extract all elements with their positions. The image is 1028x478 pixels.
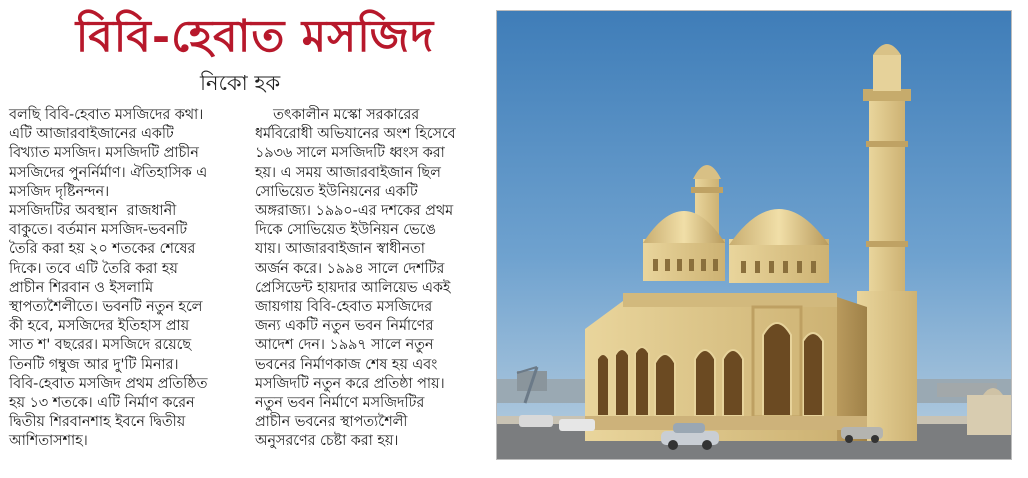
article-text-line: হয় ১৩ শতকে। এটি নির্মাণ করেন	[9, 395, 195, 412]
article-text-line: নতুন ভবন নির্মাণে মসজিদটির	[255, 395, 425, 412]
article-text-line: কী হবে, মসজিদের ইতিহাস প্রায়	[9, 318, 190, 335]
article-text-line: প্রাচীন শিরবান ও ইসলামি	[9, 279, 154, 296]
article-title: বিবি-হেবাত মসজিদ	[75, 11, 435, 62]
article-text-line: মসজিদটি নতুন করে প্রতিষ্ঠা পায়।	[255, 375, 445, 392]
article-column-2	[255, 106, 491, 452]
article-text-line: সাত শ' বছরের। মসজিদে রয়েছে	[9, 337, 192, 354]
article-text-line: সোভিয়েত ইউনিয়নের একটি	[255, 183, 418, 200]
article-text-line: তৈরি করা হয় ২০ শতকের শেষের	[9, 241, 196, 258]
article-text-line: দিকে সোভিয়েত ইউনিয়ন ভেঙে	[255, 222, 436, 239]
article-text-line: প্রেসিডেন্ট হায়দার আলিয়েভ একই	[255, 279, 451, 296]
article-text-line: প্রাচীন ভবনের স্থাপত্যশৈলী	[255, 414, 408, 431]
article-byline: নিকো হক	[200, 71, 281, 95]
article-text-line: জন্য একটি নতুন ভবন নির্মাণের	[255, 318, 434, 335]
article-text-line: অনুসরণের চেষ্টা করা হয়।	[255, 433, 399, 450]
article-text-line: বলছি বিবি-হেবাত মসজিদের কথা।	[9, 107, 204, 123]
article-text-line: তিনটি গম্বুজ আর দু'টি মিনার।	[9, 356, 179, 373]
article-text-line: হয়। এ সময় আজারবাইজান ছিল	[255, 164, 441, 181]
article-text-line: দিকে। তবে এটি তৈরি করা হয়	[9, 260, 178, 277]
article-text-line: জায়গায় বিবি-হেবাত মসজিদের	[255, 299, 433, 316]
article-text-line: মসজিদের পুনর্নির্মাণ। ঐতিহাসিক এ	[9, 164, 208, 181]
article-text-line: দ্বিতীয় শিরবানশাহ ইবনে দ্বিতীয়	[9, 414, 186, 431]
article-text-line: আদেশ দেন। ১৯৯৭ সালে নতুন	[255, 337, 434, 354]
article-text-line: স্থাপত্যশৈলীতে। ভবনটি নতুন হলে	[9, 299, 203, 316]
article-text-line: বাকুতে। বর্তমান মসজিদ-ভবনটি	[9, 222, 188, 239]
article-text-line: অর্জন করে। ১৯৯৪ সালে দেশটির	[255, 260, 445, 277]
article-text-line: যায়। আজারবাইজান স্বাধীনতা	[255, 241, 425, 258]
article-text-line: ধর্মবিরোধী অভিযানের অংশ হিসেবে	[255, 126, 456, 143]
article-column-1	[9, 106, 245, 452]
article-text-line: আশিতাসশাহ।	[9, 433, 88, 450]
article-text-line: মসজিদ দৃষ্টিনন্দন।	[9, 183, 110, 200]
article-text-line: ১৯৩৬ সালে মসজিদটি ধ্বংস করা	[255, 145, 445, 162]
article-text-line: বিখ্যাত মসজিদ। মসজিদটি প্রাচীন	[9, 145, 199, 162]
mosque-photo	[496, 10, 1012, 460]
article-text-line: তৎকালীন মস্কো সরকারের	[255, 107, 420, 123]
article-text-line: অঙ্গরাজ্য। ১৯৯০-এর দশকের প্রথম	[255, 203, 454, 220]
article-text-line: ভবনের নির্মাণকাজ শেষ হয় এবং	[255, 356, 438, 373]
article-text-line: এটি আজারবাইজানের একটি	[9, 126, 174, 143]
article-text-line: বিবি-হেবাত মসজিদ প্রথম প্রতিষ্ঠিত	[9, 375, 208, 392]
article-text-line: মসজিদটির অবস্থান রাজধানী	[9, 203, 177, 220]
